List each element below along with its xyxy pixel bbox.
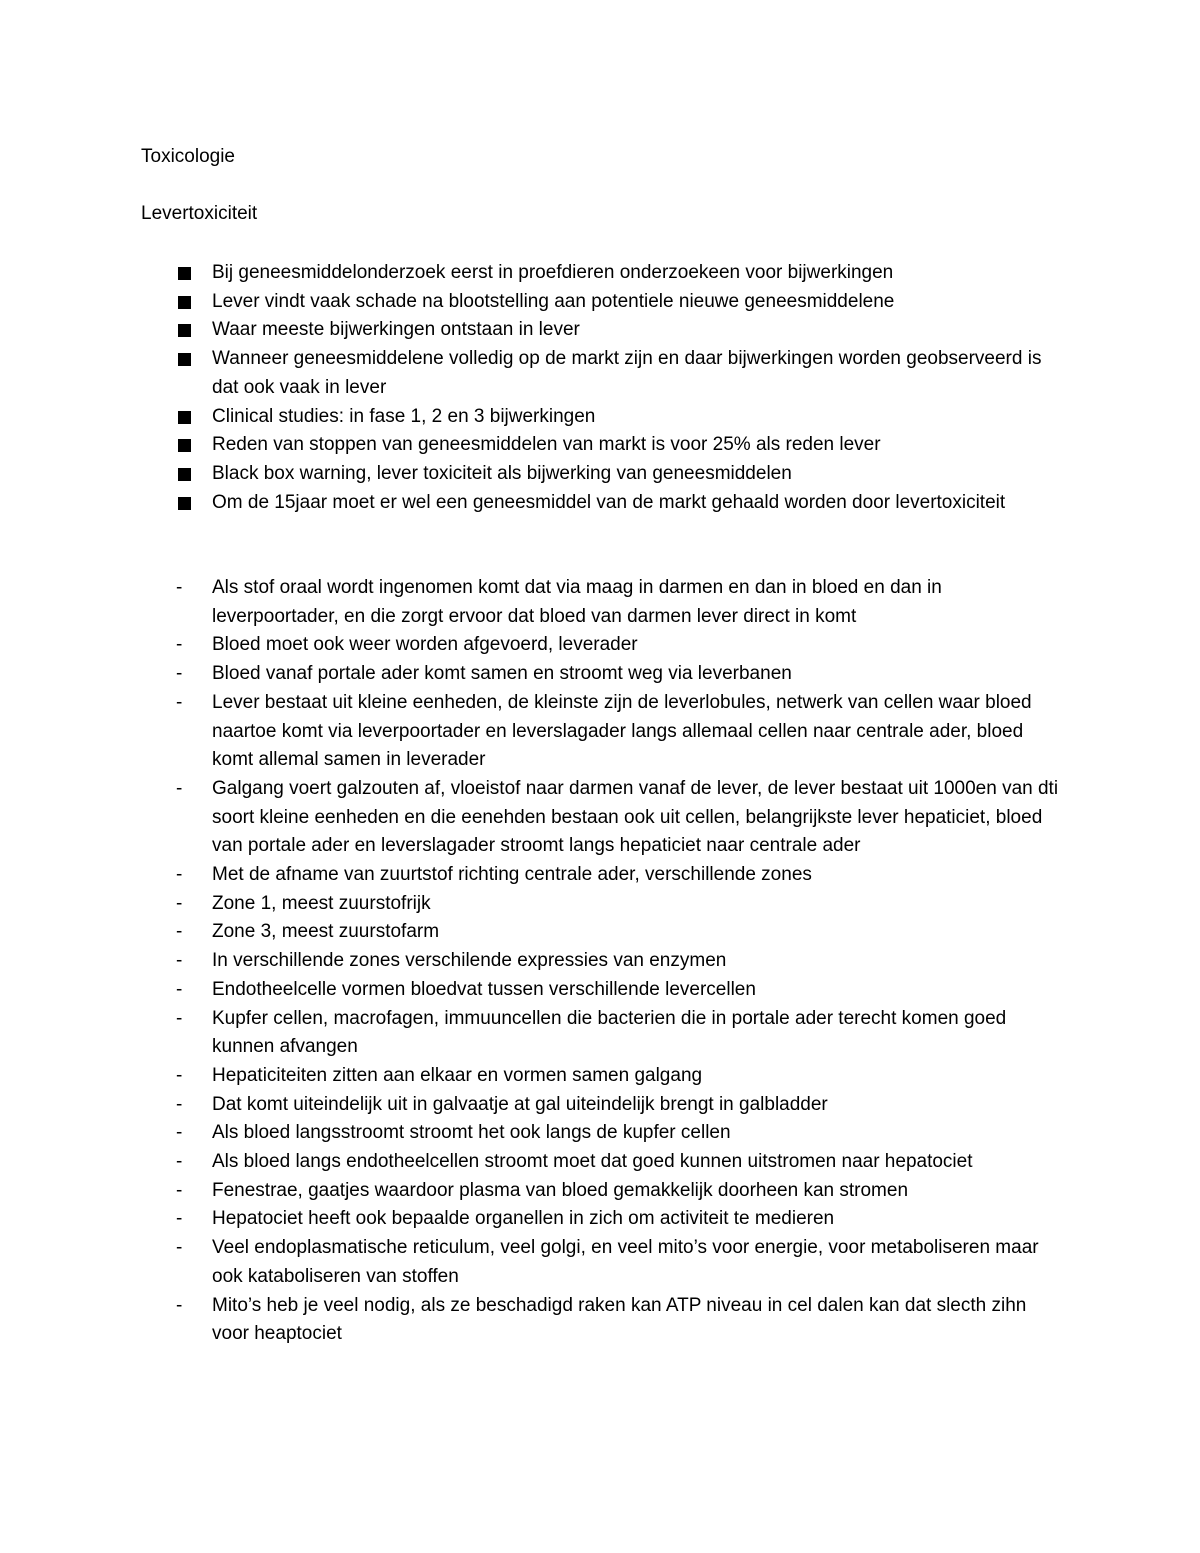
dash-bullet-list: [176, 574, 1066, 1349]
list-item-text: Als bloed langs endotheelcellen stroomt moet dat goed kunnen uitstromen naar hepatociet: [212, 1151, 973, 1173]
list-item: [176, 1062, 1066, 1091]
dash-bullet-icon: -: [176, 1093, 183, 1115]
list-item: [176, 660, 1066, 689]
dash-bullet-icon: -: [176, 1064, 183, 1086]
list-item: [176, 259, 1066, 288]
list-item-text: Endotheelcelle vormen bloedvat tussen verschillende levercellen: [212, 978, 756, 1000]
dash-bullet-icon: -: [176, 1237, 183, 1259]
list-item: [176, 861, 1066, 890]
list-item: [176, 288, 1066, 317]
dash-bullet-icon: -: [176, 1179, 183, 1201]
document-title: Toxicologie: [141, 146, 235, 167]
list-item-text: Als bloed langsstroomt stroomt het ook langs de kupfer cellen: [212, 1122, 731, 1144]
square-bullet-icon: [178, 468, 191, 481]
list-item: [176, 918, 1066, 947]
dash-bullet-icon: -: [176, 921, 183, 943]
square-bullet-icon: [178, 324, 191, 337]
list-item: [176, 689, 1066, 775]
list-item-text: Reden van stoppen van geneesmiddelen van markt is voor 25% als reden lever: [212, 434, 881, 456]
square-bullet-icon: [178, 267, 191, 280]
list-item: [176, 1205, 1066, 1234]
dash-bullet-icon: -: [176, 634, 183, 656]
list-item-text: Om de 15jaar moet er wel een geneesmiddel van de markt gehaald worden door levertoxiciteit: [212, 491, 1006, 513]
dash-bullet-icon: -: [176, 978, 183, 1000]
list-item: [176, 345, 1066, 402]
list-item-text: Lever bestaat uit kleine eenheden, de kleinste zijn de leverlobules, netwerk van cellen waar bloed naartoe komt via leverpoortader en leverslagader langs allemaal cellen naar centrale ader, bloed komt allemal samen in leverader: [212, 691, 1032, 771]
list-item: [176, 316, 1066, 345]
list-item-text: Lever vindt vaak schade na blootstelling aan potentiele nieuwe geneesmiddelene: [212, 290, 895, 312]
list-item-text: Bloed moet ook weer worden afgevoerd, leverader: [212, 634, 638, 656]
dash-bullet-icon: -: [176, 663, 183, 685]
list-item-text: Dat komt uiteindelijk uit in galvaatje at gal uiteindelijk brengt in galbladder: [212, 1093, 828, 1115]
dash-bullet-icon: -: [176, 1294, 183, 1316]
list-item-text: Bloed vanaf portale ader komt samen en stroomt weg via leverbanen: [212, 663, 792, 685]
list-item: [176, 976, 1066, 1005]
dash-bullet-icon: -: [176, 777, 183, 799]
list-item: [176, 1091, 1066, 1120]
list-item-text: Mito’s heb je veel nodig, als ze beschadigd raken kan ATP niveau in cel dalen kan dat slecth zihn voor heaptociet: [212, 1294, 1027, 1345]
list-item-text: Hepaticiteiten zitten aan elkaar en vormen samen galgang: [212, 1064, 703, 1086]
list-item: [176, 1177, 1066, 1206]
dash-bullet-icon: -: [176, 950, 183, 972]
list-item: [176, 431, 1066, 460]
square-bullet-icon: [178, 439, 191, 452]
list-item-text: Veel endoplasmatische reticulum, veel golgi, en veel mito’s voor energie, voor metaboliseren maar ook kataboliseren van stoffen: [212, 1237, 1039, 1287]
list-item: [176, 631, 1066, 660]
list-item: [176, 1148, 1066, 1177]
square-bullet-list: [176, 259, 1066, 517]
dash-bullet-icon: -: [176, 864, 183, 886]
square-bullet-icon: [178, 497, 191, 510]
list-item: [176, 890, 1066, 919]
list-item-text: Clinical studies: in fase 1, 2 en 3 bijwerkingen: [212, 405, 596, 427]
list-item-text: Black box warning, lever toxiciteit als bijwerking van geneesmiddelen: [212, 462, 792, 484]
list-item-text: Kupfer cellen, macrofagen, immuuncellen die bacterien die in portale ader terecht komen goed kunnen afvangen: [212, 1007, 1007, 1058]
list-item-text: Waar meeste bijwerkingen ontstaan in lever: [212, 319, 580, 341]
list-item: [176, 403, 1066, 432]
dash-bullet-icon: -: [176, 892, 183, 914]
square-bullet-icon: [178, 411, 191, 424]
dash-bullet-icon: -: [176, 1122, 183, 1144]
list-item-text: Galgang voert galzouten af, vloeistof naar darmen vanaf de lever, de lever bestaat uit 1000en van dti soort kleine eenheden en die eenehden bestaan ook uit cellen, belangrijkste lever hepaticiet, bloed van portale ader en leverslagader stroomt langs hepaticiet naar centrale ader: [212, 777, 1059, 857]
list-item: [176, 1292, 1066, 1349]
dash-bullet-icon: -: [176, 577, 183, 598]
list-item-text: Met de afname van zuurtstof richting centrale ader, verschillende zones: [212, 864, 812, 886]
list-item: [176, 460, 1066, 489]
list-item: [176, 489, 1066, 518]
square-bullet-icon: [178, 296, 191, 309]
list-item: [176, 574, 1066, 631]
dash-bullet-icon: -: [176, 1151, 183, 1173]
list-item-text: In verschillende zones verschilende expressies van enzymen: [212, 950, 727, 972]
list-item-text: Zone 3, meest zuurstofarm: [212, 921, 440, 943]
square-bullet-icon: [178, 353, 191, 366]
list-item: [176, 1005, 1066, 1062]
list-item-text: Fenestrae, gaatjes waardoor plasma van bloed gemakkelijk doorheen kan stromen: [212, 1179, 909, 1201]
dash-bullet-icon: -: [176, 691, 183, 713]
dash-bullet-icon: -: [176, 1208, 183, 1230]
list-item-text: Als stof oraal wordt ingenomen komt dat via maag in darmen en dan in bloed en dan in leverpoortader, en die zorgt ervoor dat bloed van darmen lever direct in komt: [212, 577, 942, 627]
section-heading: Levertoxiciteit: [141, 203, 258, 224]
list-item-text: Bij geneesmiddelonderzoek eerst in proefdieren onderzoekeen voor bijwerkingen: [212, 262, 894, 283]
list-item: [176, 775, 1066, 861]
dash-bullet-icon: -: [176, 1007, 183, 1029]
list-item: [176, 947, 1066, 976]
list-item-text: Wanneer geneesmiddelene volledig op de markt zijn en daar bijwerkingen worden geobserveerd is dat ook vaak in lever: [212, 348, 1042, 398]
list-item: [176, 1119, 1066, 1148]
list-item: [176, 1234, 1066, 1291]
list-item-text: Hepatociet heeft ook bepaalde organellen in zich om activiteit te medieren: [212, 1208, 835, 1230]
list-item-text: Zone 1, meest zuurstofrijk: [212, 892, 431, 914]
